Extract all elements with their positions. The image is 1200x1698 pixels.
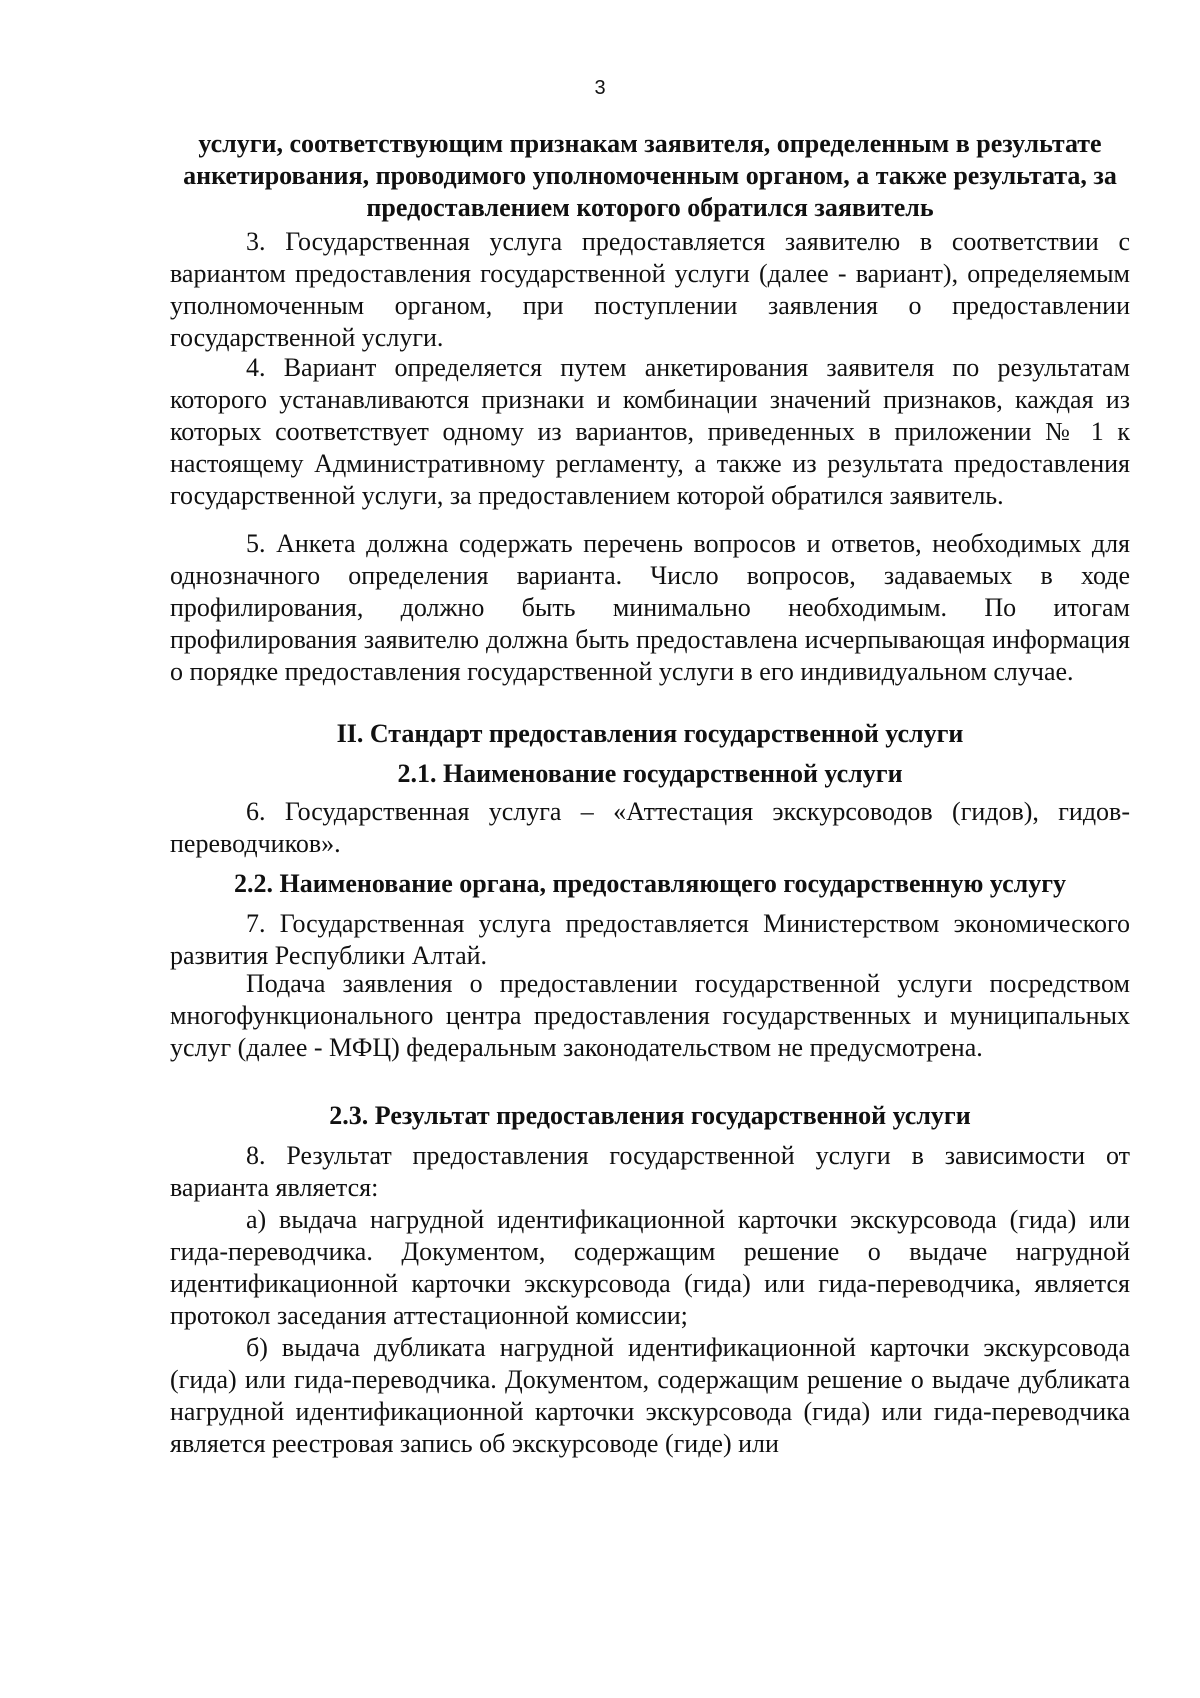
intro-heading: услуги, соответствующим признакам заявителя, определенным в результате анкетирования, проводимого уполномоченным органом, а также результата, за предоставлением которого обратился заявитель	[183, 129, 1117, 222]
section-2-heading-block	[170, 718, 1130, 750]
paragraph-6	[170, 796, 1130, 860]
paragraph-5-text: 5. Анкета должна содержать перечень вопросов и ответов, необходимых для однозначного определения варианта. Число вопросов, задаваемых в ходе профилирования, должно быть минимально необходимым. По итогам профилирования заявителю должна быть предоставлена исчерпывающая информация о порядке предоставления государственной услуги в его индивидуальном случае.	[170, 529, 1130, 686]
section-2-heading: II. Стандарт предоставления государственной услуги	[336, 719, 964, 748]
paragraph-4-text: 4. Вариант определяется путем анкетирования заявителя по результатам которого устанавливаются признаки и комбинации значений признаков, каждая из которых соответствует одному из вариантов, приведенных в приложении № 1 к настоящему Административному регламенту, а также из результата предоставления государственной услуги, за предоставлением которой обратился заявитель.	[170, 353, 1130, 510]
paragraph-3-text: 3. Государственная услуга предоставляется заявителю в соответствии с вариантом предоставления государственной услуги (далее - вариант), определяемым уполномоченным органом, при поступлении заявления о предоставлении государственной услуги.	[170, 227, 1130, 352]
paragraph-8	[170, 1140, 1130, 1204]
paragraph-3	[170, 226, 1130, 354]
section-2-1-heading: 2.1. Наименование государственной услуги	[397, 759, 903, 788]
paragraph-7b-text: Подача заявления о предоставлении государственной услуги посредством многофункционального центра предоставления государственных и муниципальных услуг (далее - МФЦ) федеральным законодательством не предусмотрена.	[170, 969, 1130, 1062]
paragraph-7	[170, 908, 1130, 972]
paragraph-8-text: 8. Результат предоставления государственной услуги в зависимости от варианта является:	[170, 1141, 1130, 1202]
section-2-3-heading: 2.3. Результат предоставления государственной услуги	[329, 1101, 971, 1130]
page-number: 3	[594, 77, 606, 99]
paragraph-8a	[170, 1204, 1130, 1332]
section-2-1-heading-block	[170, 758, 1130, 790]
paragraph-8b-text: б) выдача дубликата нагрудной идентификационной карточки экскурсовода (гида) или гида-переводчика. Документом, содержащим решение о выдаче дубликата нагрудной идентификационной карточки экскурсовода (гида) или гида-переводчика является реестровая запись об экскурсоводе (гиде) или	[170, 1333, 1130, 1458]
section-2-3-heading-block	[170, 1100, 1130, 1132]
paragraph-5	[170, 528, 1130, 688]
section-2-2-heading: 2.2. Наименование органа, предоставляющего государственную услугу	[233, 869, 1067, 898]
section-2-2-heading-block	[170, 868, 1130, 900]
paragraph-8a-text: а) выдача нагрудной идентификационной карточки экскурсовода (гида) или гида-переводчика. Документом, содержащим решение о выдаче нагрудной идентификационной карточки экскурсовода (гида) или гида-переводчика, является протокол заседания аттестационной комиссии;	[170, 1205, 1130, 1330]
paragraph-8b	[170, 1332, 1130, 1460]
paragraph-7b	[170, 968, 1130, 1064]
paragraph-6-text: 6. Государственная услуга – «Аттестация экскурсоводов (гидов), гидов-переводчиков».	[170, 797, 1130, 858]
paragraph-4	[170, 352, 1130, 512]
intro-heading-block	[170, 128, 1130, 224]
paragraph-7-text: 7. Государственная услуга предоставляется Министерством экономического развития Республики Алтай.	[170, 909, 1130, 970]
